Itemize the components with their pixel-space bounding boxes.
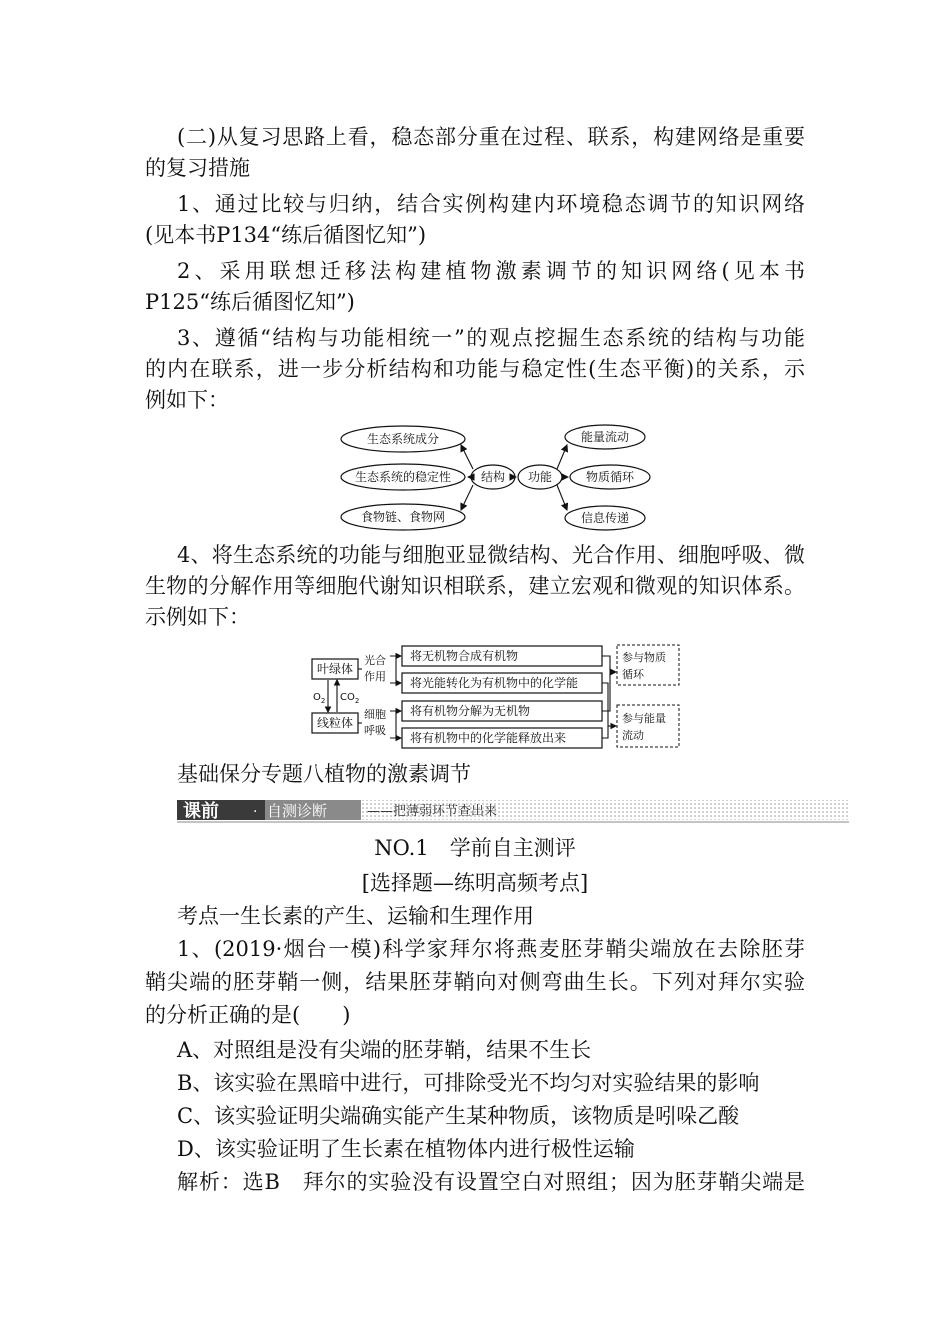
- label-resp-l2: 呼吸: [364, 724, 386, 737]
- arrow-to-info-transfer: [557, 485, 567, 510]
- label-material-cycle: 物质循环: [585, 470, 635, 484]
- label-structure: 结构: [480, 470, 506, 484]
- label-photo-l2: 作用: [364, 670, 386, 683]
- label-ecosystem-components: 生态系统成分: [366, 432, 440, 446]
- item4-line1: 4、将生态系统的功能与细胞亚显微结构、光合作用、细胞呼吸、微: [177, 543, 805, 567]
- no1-heading: NO.1 学前自主测评: [374, 836, 576, 860]
- q1-line1: 1、(2019·烟台一模)科学家拜尔将燕麦胚芽鞘尖端放在去除胚芽: [177, 937, 805, 961]
- item1-line1: 1、通过比较与归纳，结合实例构建内环境稳态调节的知识网络: [177, 192, 805, 216]
- arrow-to-food-web: [461, 485, 473, 510]
- banner-dot-text: ·: [253, 804, 258, 820]
- label-food-chain-web: 食物链、食物网: [360, 510, 446, 524]
- label-box-3: 将有机物分解为无机物: [410, 704, 531, 718]
- label-material-l2: 循环: [622, 668, 644, 681]
- label-function: 功能: [527, 470, 553, 484]
- item3-line1: 3、遵循“结构与功能相统一”的观点挖掘生态系统的结构与功能: [177, 326, 805, 350]
- structure-function-diagram: [335, 423, 655, 533]
- label-energy-flow: 能量流动: [580, 430, 630, 444]
- label-mitochondria: 线粒体: [316, 716, 354, 730]
- item3-line2: 的内在联系，进一步分析结构和功能与稳定性(生态平衡)的关系，示: [145, 357, 805, 381]
- item1-line2: (见本书P134“练后循图忆知”): [145, 223, 427, 247]
- label-info-transfer: 信息传递: [580, 511, 630, 525]
- q1-option-a: A、对照组是没有尖端的胚芽鞘，结果不生长: [177, 1038, 592, 1062]
- q1-option-b: B、该实验在黑暗中进行，可排除受光不均匀对实验结果的影响: [177, 1071, 760, 1095]
- section2-heading-line1: (二)从复习思路上看，稳态部分重在过程、联系，构建网络是重要: [177, 125, 805, 149]
- section-banner: [177, 798, 849, 824]
- q1-line2: 鞘尖端的胚芽鞘一侧，结果胚芽鞘向对侧弯曲生长。下列对拜尔实验: [145, 970, 805, 994]
- label-box-1: 将无机物合成有机物: [410, 649, 519, 663]
- q1-option-c: C、该实验证明尖端确实能产生某种物质，该物质是吲哚乙酸: [177, 1104, 740, 1128]
- banner-sub-text: 自测诊断: [267, 802, 328, 820]
- topic1-heading: 考点一生长素的产生、运输和生理作用: [177, 904, 534, 928]
- special-title: 基础保分专题八植物的激素调节: [177, 762, 471, 786]
- item4-line2: 生物的分解作用等细胞代谢知识相联系，建立宏观和微观的知识体系。: [145, 574, 805, 598]
- label-box-4: 将有机物中的化学能释放出来: [410, 731, 567, 745]
- arrow-to-energy-flow: [557, 445, 567, 469]
- banner-main-text: 课前: [183, 801, 219, 822]
- label-photo-l1: 光合: [364, 654, 386, 667]
- q1-option-d: D、该实验证明了生长素在植物体内进行极性运输: [177, 1137, 635, 1161]
- arrow-to-components: [461, 445, 473, 469]
- item4-line3: 示例如下：: [145, 605, 250, 629]
- bracket-photosynthesis: [390, 656, 396, 683]
- bracket-title: [选择题—练明高频考点]: [361, 871, 589, 895]
- label-energy-l1: 参与能量: [622, 712, 666, 725]
- label-material-l1: 参与物质: [622, 651, 666, 664]
- label-resp-l1: 细胞: [364, 708, 386, 721]
- item2-line1: 2、采用联想迁移法构建植物激素调节的知识网络(见本书: [177, 259, 805, 283]
- q1-line3: 的分析正确的是( ): [145, 1003, 351, 1027]
- bracket-respiration: [390, 711, 396, 738]
- section2-heading-line2: 的复习措施: [145, 156, 250, 180]
- q1-analysis: 解析：选B 拜尔的实验没有设置空白对照组；因为胚芽鞘尖端是: [177, 1170, 805, 1194]
- label-energy-l2: 流动: [622, 729, 644, 742]
- label-co2: $CO_2$: [340, 692, 360, 705]
- banner-tagline: ——把薄弱环节查出来: [367, 804, 498, 819]
- label-box-2: 将光能转化为有机物中的化学能: [410, 676, 579, 690]
- item2-line2: P125“练后循图忆知”): [145, 290, 355, 314]
- label-ecosystem-stability: 生态系统的稳定性: [354, 470, 452, 484]
- label-o2: $O_2$: [313, 692, 326, 705]
- item3-line3: 例如下：: [145, 388, 229, 412]
- organelle-function-diagram: [310, 640, 685, 752]
- label-chloroplast: 叶绿体: [316, 662, 354, 676]
